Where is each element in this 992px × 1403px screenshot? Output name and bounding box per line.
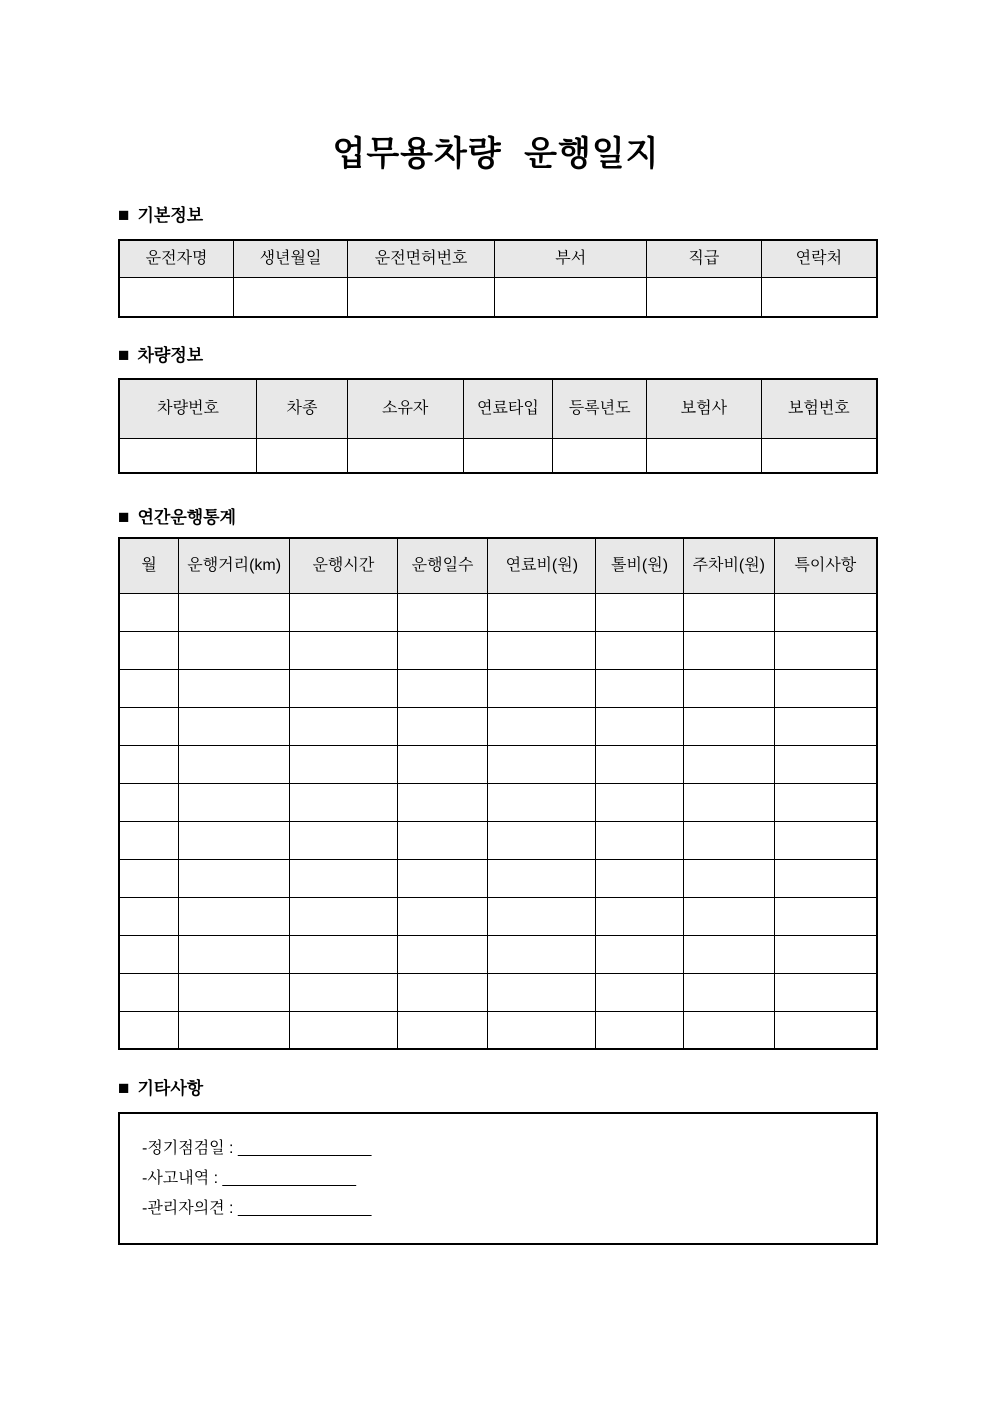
column-header: 운행시간 (290, 538, 398, 593)
empty-cell[interactable] (119, 859, 179, 897)
empty-cell[interactable] (488, 593, 596, 631)
empty-cell[interactable] (290, 783, 398, 821)
column-header: 등록년도 (553, 379, 647, 438)
table-row (119, 745, 877, 783)
empty-cell[interactable] (774, 935, 877, 973)
empty-cell[interactable] (397, 897, 488, 935)
empty-cell[interactable] (397, 593, 488, 631)
basic-info-table (118, 239, 878, 318)
empty-cell[interactable] (774, 593, 877, 631)
empty-cell[interactable] (761, 277, 877, 317)
empty-cell[interactable] (761, 438, 877, 473)
empty-cell[interactable] (397, 783, 488, 821)
header-row (119, 379, 877, 438)
column-header: 보험사 (647, 379, 762, 438)
empty-cell[interactable] (683, 1011, 774, 1049)
empty-cell[interactable] (488, 631, 596, 669)
empty-cell[interactable] (347, 438, 463, 473)
empty-cell[interactable] (119, 631, 179, 669)
empty-cell[interactable] (488, 1011, 596, 1049)
section-marker-square-icon: ■ (118, 507, 130, 528)
fill-in-line-manager-opinion[interactable]: -관리자의견 : _______________ (142, 1200, 372, 1217)
column-header: 운행일수 (397, 538, 488, 593)
empty-cell[interactable] (488, 897, 596, 935)
empty-cell[interactable] (257, 438, 348, 473)
empty-cell[interactable] (179, 973, 290, 1011)
empty-cell[interactable] (397, 707, 488, 745)
column-header: 운전자명 (119, 240, 234, 277)
empty-cell[interactable] (774, 821, 877, 859)
empty-cell[interactable] (179, 593, 290, 631)
empty-cell[interactable] (119, 277, 234, 317)
empty-cell[interactable] (397, 935, 488, 973)
empty-cell[interactable] (488, 859, 596, 897)
empty-cell[interactable] (683, 707, 774, 745)
section-marker-square-icon: ■ (118, 1078, 130, 1099)
column-header: 부서 (495, 240, 647, 277)
table-row (119, 821, 877, 859)
empty-cell[interactable] (596, 707, 684, 745)
section-marker-square-icon: ■ (118, 205, 130, 226)
empty-cell[interactable] (179, 821, 290, 859)
empty-cell[interactable] (553, 438, 647, 473)
empty-cell[interactable] (596, 783, 684, 821)
empty-cell[interactable] (179, 935, 290, 973)
empty-cell[interactable] (119, 669, 179, 707)
empty-cell[interactable] (290, 821, 398, 859)
empty-cell[interactable] (179, 783, 290, 821)
empty-cell[interactable] (683, 973, 774, 1011)
section-title-misc: 기타사항 (137, 1079, 204, 1098)
empty-cell[interactable] (488, 935, 596, 973)
empty-cell[interactable] (683, 783, 774, 821)
section-title-vehicle-info: 차량정보 (137, 346, 204, 365)
table-row (119, 935, 877, 973)
table-row (119, 593, 877, 631)
empty-cell[interactable] (234, 277, 348, 317)
misc-notes-box (118, 1112, 878, 1245)
empty-cell[interactable] (488, 669, 596, 707)
empty-cell[interactable] (683, 745, 774, 783)
empty-cell[interactable] (683, 821, 774, 859)
section-heading-misc (118, 1077, 878, 1101)
empty-cell[interactable] (596, 935, 684, 973)
empty-cell[interactable] (488, 783, 596, 821)
empty-cell[interactable] (119, 438, 257, 473)
column-header: 연료비(원) (488, 538, 596, 593)
empty-cell[interactable] (290, 973, 398, 1011)
header-row (119, 538, 877, 593)
empty-cell[interactable] (290, 897, 398, 935)
empty-cell[interactable] (119, 783, 179, 821)
column-header: 연료타입 (463, 379, 553, 438)
empty-cell[interactable] (774, 783, 877, 821)
empty-cell[interactable] (774, 973, 877, 1011)
empty-cell[interactable] (290, 669, 398, 707)
table-row (119, 973, 877, 1011)
column-header: 생년월일 (234, 240, 348, 277)
empty-cell[interactable] (596, 593, 684, 631)
empty-cell[interactable] (596, 669, 684, 707)
empty-cell[interactable] (290, 631, 398, 669)
empty-cell[interactable] (119, 593, 179, 631)
empty-cell[interactable] (290, 745, 398, 783)
empty-cell[interactable] (290, 859, 398, 897)
empty-cell[interactable] (397, 631, 488, 669)
empty-cell[interactable] (774, 631, 877, 669)
empty-cell[interactable] (495, 277, 647, 317)
empty-cell[interactable] (647, 277, 762, 317)
empty-cell[interactable] (596, 631, 684, 669)
column-header: 차량번호 (119, 379, 257, 438)
column-header: 보험번호 (761, 379, 877, 438)
empty-cell[interactable] (119, 935, 179, 973)
empty-cell[interactable] (488, 707, 596, 745)
empty-cell[interactable] (774, 897, 877, 935)
header-row (119, 240, 877, 277)
column-header: 소유자 (347, 379, 463, 438)
section-title-basic-info: 기본정보 (137, 206, 204, 225)
empty-cell[interactable] (596, 859, 684, 897)
empty-cell[interactable] (488, 745, 596, 783)
empty-cell[interactable] (683, 593, 774, 631)
empty-cell[interactable] (488, 973, 596, 1011)
empty-cell[interactable] (683, 935, 774, 973)
empty-cell[interactable] (347, 277, 495, 317)
section-marker-square-icon: ■ (118, 345, 130, 366)
empty-cell[interactable] (683, 859, 774, 897)
empty-cell[interactable] (179, 669, 290, 707)
empty-cell[interactable] (397, 669, 488, 707)
empty-cell[interactable] (290, 1011, 398, 1049)
table-row (119, 438, 877, 473)
fill-in-line-accident-history[interactable]: -사고내역 : _______________ (142, 1170, 356, 1187)
column-header: 연락처 (761, 240, 877, 277)
empty-cell[interactable] (119, 745, 179, 783)
annual-stats-table (118, 537, 878, 1050)
table-row (119, 669, 877, 707)
column-header: 운행거리(km) (179, 538, 290, 593)
empty-cell[interactable] (290, 593, 398, 631)
fill-in-line-inspection-date[interactable]: -정기점검일 : _______________ (142, 1140, 372, 1157)
empty-cell[interactable] (397, 1011, 488, 1049)
empty-cell[interactable] (119, 707, 179, 745)
empty-cell[interactable] (647, 438, 762, 473)
empty-cell[interactable] (596, 821, 684, 859)
table-row (119, 277, 877, 317)
empty-cell[interactable] (683, 669, 774, 707)
column-header: 주차비(원) (683, 538, 774, 593)
empty-cell[interactable] (488, 821, 596, 859)
section-title-annual-stats: 연간운행통계 (137, 508, 237, 527)
empty-cell[interactable] (179, 897, 290, 935)
empty-cell[interactable] (179, 745, 290, 783)
empty-cell[interactable] (596, 973, 684, 1011)
empty-cell[interactable] (290, 707, 398, 745)
table-row (119, 783, 877, 821)
empty-cell[interactable] (774, 859, 877, 897)
empty-cell[interactable] (179, 1011, 290, 1049)
empty-cell[interactable] (119, 1011, 179, 1049)
column-header: 특이사항 (774, 538, 877, 593)
table-row (119, 897, 877, 935)
empty-cell[interactable] (179, 707, 290, 745)
empty-cell[interactable] (683, 631, 774, 669)
empty-cell[interactable] (397, 745, 488, 783)
empty-cell[interactable] (774, 745, 877, 783)
table-row (119, 1011, 877, 1049)
column-header: 차종 (257, 379, 348, 438)
empty-cell[interactable] (290, 935, 398, 973)
table-row (119, 859, 877, 897)
empty-cell[interactable] (774, 707, 877, 745)
empty-cell[interactable] (774, 1011, 877, 1049)
empty-cell[interactable] (596, 1011, 684, 1049)
empty-cell[interactable] (463, 438, 553, 473)
empty-cell[interactable] (596, 897, 684, 935)
empty-cell[interactable] (683, 897, 774, 935)
table-row (119, 707, 877, 745)
empty-cell[interactable] (397, 821, 488, 859)
table-row (119, 631, 877, 669)
empty-cell[interactable] (119, 821, 179, 859)
vehicle-info-table (118, 378, 878, 474)
empty-cell[interactable] (596, 745, 684, 783)
section-heading-vehicle-info (118, 344, 878, 368)
empty-cell[interactable] (397, 973, 488, 1011)
column-header: 톨비(원) (596, 538, 684, 593)
empty-cell[interactable] (179, 631, 290, 669)
column-header: 직급 (647, 240, 762, 277)
empty-cell[interactable] (179, 859, 290, 897)
column-header: 월 (119, 538, 179, 593)
empty-cell[interactable] (397, 859, 488, 897)
empty-cell[interactable] (119, 973, 179, 1011)
empty-cell[interactable] (774, 669, 877, 707)
column-header: 운전면허번호 (347, 240, 495, 277)
section-heading-basic-info (118, 204, 878, 228)
section-heading-annual-stats (118, 506, 878, 530)
page-title: 업무용차량 운행일지 (332, 135, 660, 173)
empty-cell[interactable] (119, 897, 179, 935)
